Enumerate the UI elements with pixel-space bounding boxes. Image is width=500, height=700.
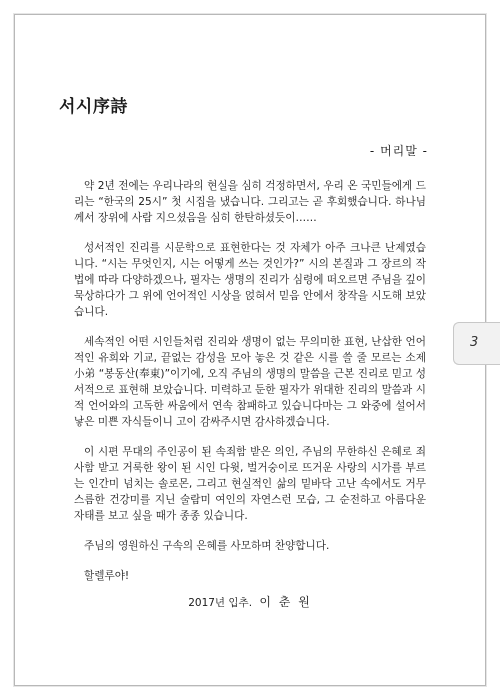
signature-name: 이 춘 원 (259, 595, 312, 609)
page-number-tab (453, 322, 500, 365)
paragraph-5: 주님의 영원하신 구속의 은혜를 사모하며 찬양합니다. (84, 540, 330, 552)
signature-date: 2017년 입추. (188, 597, 253, 609)
page-number: 3 (470, 335, 479, 350)
paragraph-6: 할렐루야! (84, 570, 130, 582)
signature (0, 593, 500, 610)
page-title: 서시序詩 (59, 97, 128, 117)
page-subtitle: - 머리말 - (369, 144, 428, 158)
paragraph-4: 이 시편 무대의 주인공이 된 속죄함 받은 의인, 주님의 무한하신 은혜로 죄 사함 받고 거룩한 왕이 된 시인 다윗, 벌거숭이로 뜨거운 사랑의 시가를 부르는 인간미 넘치는 솔로몬, 그리고 현실적인 삶의 밑바닥 고난 속에서도 거무스름한 건강미를 지닌 술람미 여인의 자연스런 모습, 그 순전하고 아름다운 자태를 보고 싶을 때가 종종 있습니다. (74, 446, 426, 522)
preface-body (74, 178, 426, 598)
paragraph-1: 약 2년 전에는 우리나라의 현실을 심히 걱정하면서, 우리 온 국민들에게 드리는 “한국의 25시” 첫 시집을 냈습니다. 그리고는 곧 후회했습니다. 하나님께서 장위에 사람 지으셨음을 심히 한탄하셨듯이…… (74, 180, 426, 224)
paragraph-3: 세속적인 어떤 시인들처럼 진리와 생명이 없는 무의미한 표현, 난삽한 언어적인 유희와 기교, 끝없는 감성을 모아 놓은 것 같은 시를 쓸 줄 모르는 소제小弟 “봉동산(奉東)”이기에, 오직 주님의 생명의 말씀을 근본 진리로 믿고 성서적으로 표현해 보았습니다. 미력하고 둔한 필자가 위대한 진리의 말씀과 시적 언어와의 고독한 싸움에서 연속 참패하고 있습니다마는 그 와중에 설어서 낳은 미쁜 자식들이니 고이 감싸주시면 감사하겠습니다. (74, 336, 426, 428)
paragraph-2: 성서적인 진리를 시문학으로 표현한다는 것 자체가 아주 크나큰 난제였습니다. “시는 무엇인지, 시는 어떻게 쓰는 것인가?” 시의 본질과 그 장르의 작법에 따라 다양하겠으나, 필자는 생명의 진리가 심령에 떠오르면 주님을 깊이 묵상하다가 그 위에 언어적인 시상을 얹혀서 믿음 안에서 창작을 시도해 보았습니다. (74, 242, 426, 318)
